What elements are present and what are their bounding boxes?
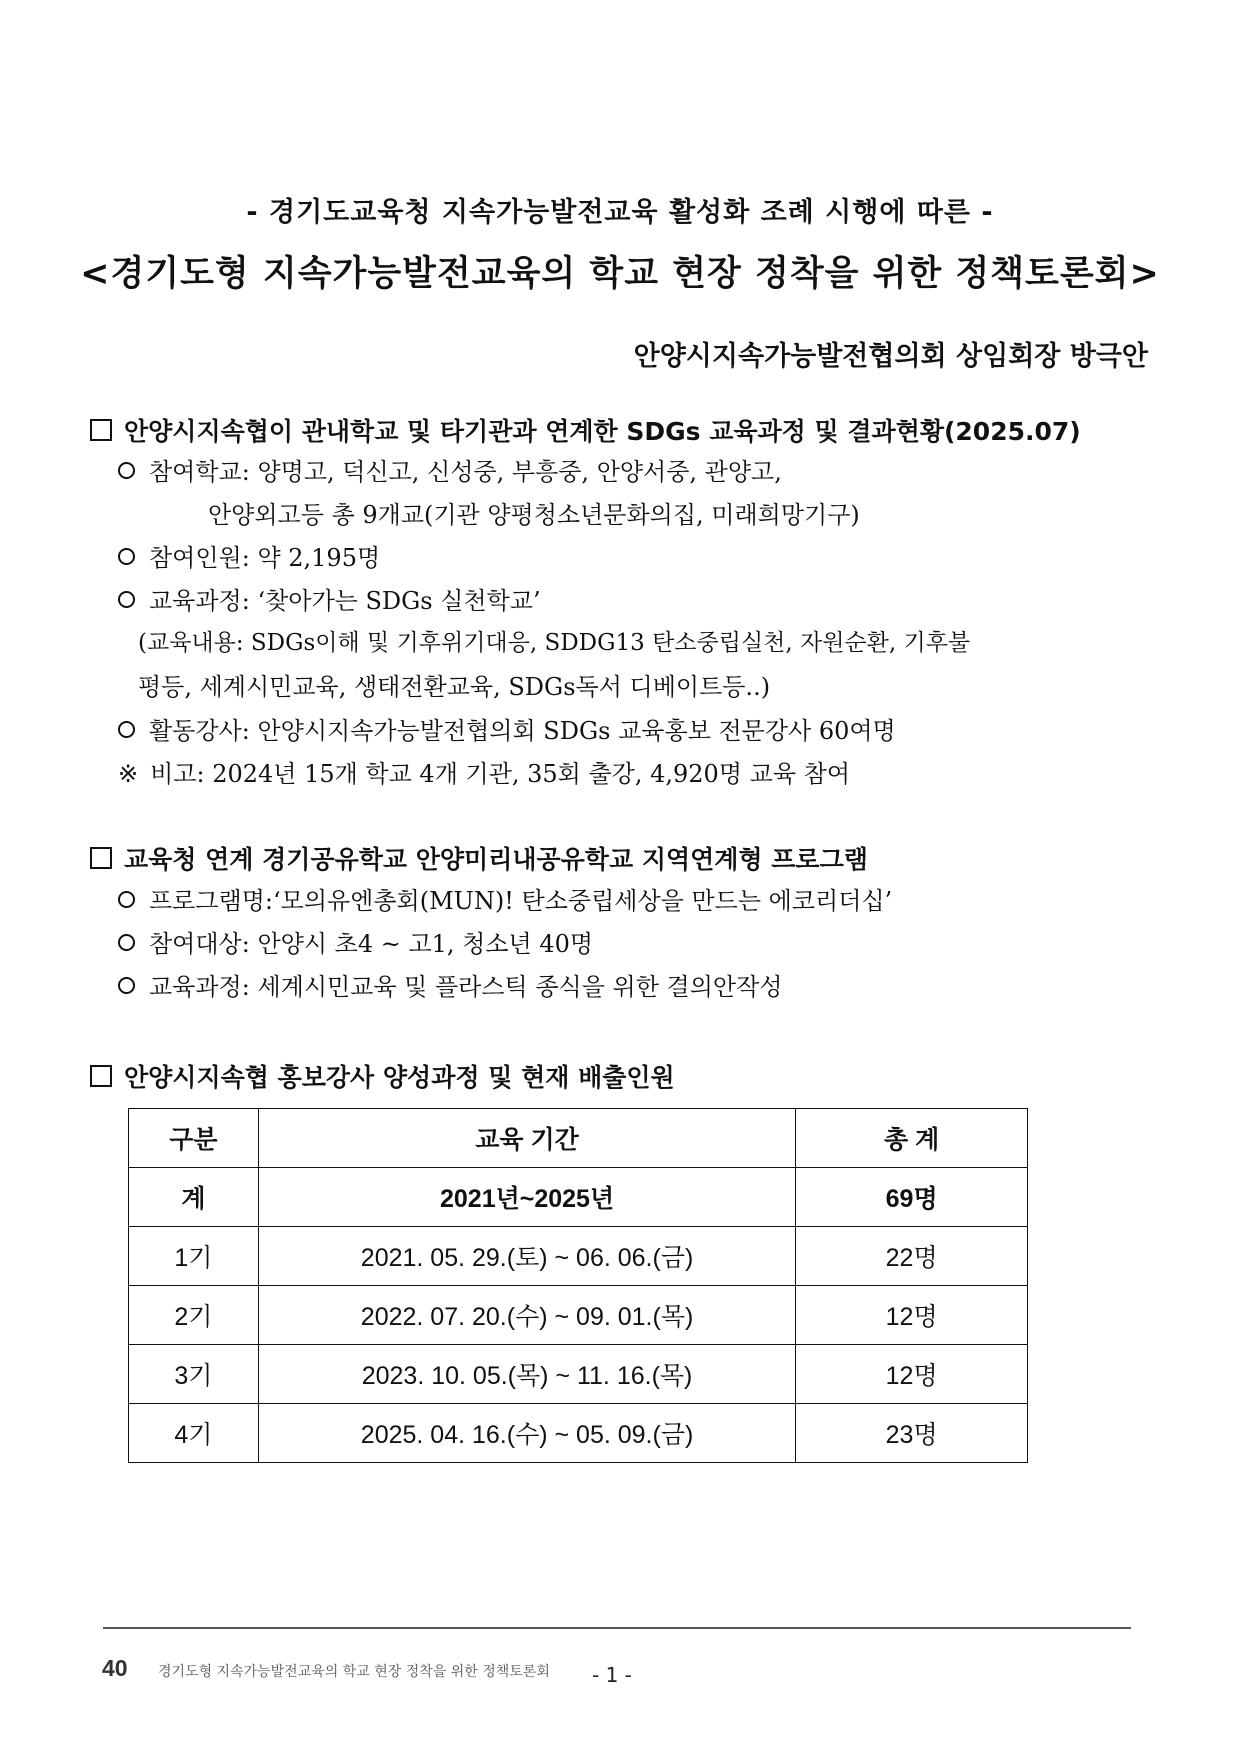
circle-bullet-icon — [118, 891, 135, 908]
table-header-cell: 교육 기간 — [258, 1109, 795, 1168]
page-marker: - 1 - — [592, 1663, 632, 1687]
list-item: 참여인원: 약 2,195명 — [118, 538, 380, 573]
table-cell: 12명 — [796, 1286, 1028, 1345]
page-title: <경기도형 지속가능발전교육의 학교 현장 정착을 위한 정책토론회> — [80, 254, 1160, 294]
table-row — [129, 1345, 1028, 1404]
table-cell: 2021년~2025년 — [258, 1168, 795, 1227]
table-cell: 69명 — [796, 1168, 1028, 1227]
table-cell: 2기 — [129, 1286, 259, 1345]
list-item: 참여학교: 양명고, 덕신고, 신성중, 부흥중, 안양서중, 관양고, — [118, 452, 782, 487]
section-3-heading-text: 안양시지속협 홍보강사 양성과정 및 현재 배출인원 — [124, 1063, 675, 1092]
table-cell: 2025. 04. 16.(수) ~ 05. 09.(금) — [258, 1404, 795, 1463]
table-cell: 2022. 07. 20.(수) ~ 09. 01.(목) — [258, 1286, 795, 1345]
list-item: 활동강사: 안양시지속가능발전협의회 SDGs 교육홍보 전문강사 60여명 — [118, 711, 896, 746]
checkbox-square-icon — [90, 419, 112, 441]
table-cell: 23명 — [796, 1404, 1028, 1463]
circle-bullet-icon — [118, 591, 135, 608]
circle-bullet-icon — [118, 721, 135, 738]
circle-bullet-icon — [118, 977, 135, 994]
section-3-heading — [90, 1058, 675, 1094]
list-item: 프로그램명:‘모의유엔총회(MUN)! 탄소중립세상을 만드는 에코리더십’ — [118, 881, 892, 916]
table-cell: 1기 — [129, 1227, 259, 1286]
table-total-row — [129, 1168, 1028, 1227]
footer-divider — [103, 1627, 1131, 1629]
section-1-heading — [90, 412, 1081, 448]
list-item-detail: (교육내용: SDGs이해 및 기후위기대응, SDDG13 탄소중립실천, 자원순환, 기후불 — [138, 630, 971, 656]
table-cell: 12명 — [796, 1345, 1028, 1404]
checkbox-square-icon — [90, 1065, 112, 1087]
section-1-heading-text: 안양시지속협이 관내학교 및 타기관과 연계한 SDGs 교육과정 및 결과현황(2025.07) — [124, 417, 1081, 446]
table-header-row — [129, 1109, 1028, 1168]
table-row — [129, 1286, 1028, 1345]
footer-doc-title: 경기도형 지속가능발전교육의 학교 현장 정착을 위한 정책토론회 — [158, 1664, 550, 1680]
circle-bullet-icon — [118, 462, 135, 479]
table-cell: 2023. 10. 05.(목) ~ 11. 16.(목) — [258, 1345, 795, 1404]
page-subtitle: - 경기도교육청 지속가능발전교육 활성화 조례 시행에 따른 - — [246, 197, 994, 228]
list-item: 교육과정: ‘찾아가는 SDGs 실천학교’ — [118, 581, 541, 616]
table-header-cell: 총 계 — [796, 1109, 1028, 1168]
table-cell: 22명 — [796, 1227, 1028, 1286]
table-cell: 계 — [129, 1168, 259, 1227]
section-2-heading — [90, 840, 868, 876]
table-cell: 4기 — [129, 1404, 259, 1463]
table-header-cell: 구분 — [129, 1109, 259, 1168]
note-item: ※ 비고: 2024년 15개 학교 4개 기관, 35회 출강, 4,920명 교육 참여 — [118, 760, 851, 788]
author-line: 안양시지속가능발전협의회 상임회장 방극안 — [633, 341, 1148, 372]
list-item-continuation: 안양외고등 총 9개교(기관 양평청소년문화의집, 미래희망기구) — [208, 501, 860, 529]
list-item: 교육과정: 세계시민교육 및 플라스틱 종식을 위한 결의안작성 — [118, 967, 782, 1002]
list-item-detail: 평등, 세계시민교육, 생태전환교육, SDGs독서 디베이트등..) — [138, 673, 771, 701]
list-item: 참여대상: 안양시 초4 ~ 고1, 청소년 40명 — [118, 924, 593, 959]
trainer-table — [128, 1108, 1028, 1463]
table-cell: 2021. 05. 29.(토) ~ 06. 06.(금) — [258, 1227, 795, 1286]
checkbox-square-icon — [90, 847, 112, 869]
table-row — [129, 1404, 1028, 1463]
circle-bullet-icon — [118, 548, 135, 565]
note-mark-icon: ※ — [118, 760, 139, 788]
table-cell: 3기 — [129, 1345, 259, 1404]
section-2-heading-text: 교육청 연계 경기공유학교 안양미리내공유학교 지역연계형 프로그램 — [124, 845, 868, 874]
footer-page-number: 40 — [102, 1655, 128, 1681]
table-row — [129, 1227, 1028, 1286]
circle-bullet-icon — [118, 934, 135, 951]
